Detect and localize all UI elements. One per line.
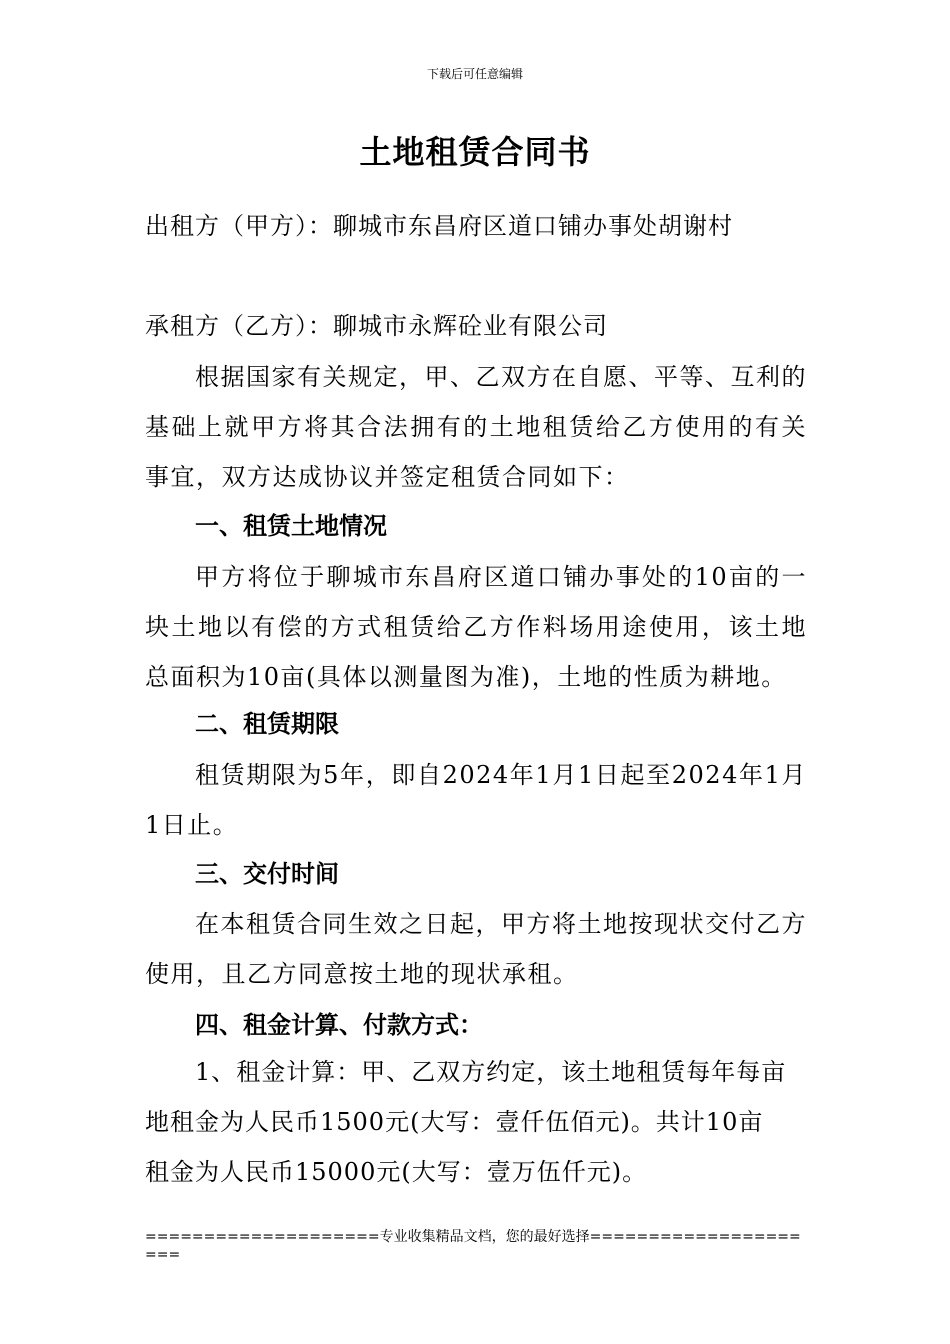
- section1-body: 甲方将位于聊城市东昌府区道口铺办事处的10亩的一块土地以有偿的方式租赁给乙方作料场用途使用，该土地总面积为10亩(具体以测量图为准)，土地的性质为耕地。: [145, 563, 807, 691]
- lessor-line: 出租方（甲方）：聊城市东昌府区道口铺办事处胡谢村: [145, 212, 733, 240]
- section1-heading: 一、租赁土地情况: [195, 512, 387, 540]
- section3-body: 在本租赁合同生效之日起，甲方将土地按现状交付乙方使用，且乙方同意按土地的现状承租。: [145, 910, 807, 988]
- section4-body-line3: 租金为人民币15000元(大写：壹万伍仟元)。: [145, 1158, 648, 1186]
- header-note: 下载后可任意编辑: [426, 67, 523, 81]
- section4-body-line2: 地租金为人民币1500元(大写：壹仟伍佰元)。共计10亩: [145, 1108, 764, 1136]
- footer-note: ====================专业收集精品文档，您的最好选择=====================: [145, 1229, 801, 1263]
- section2-heading: 二、租赁期限: [195, 710, 339, 738]
- section3-heading: 三、交付时间: [195, 860, 339, 888]
- section4-heading: 四、租金计算、付款方式：: [195, 1011, 483, 1039]
- intro-paragraph: 根据国家有关规定，甲、乙双方在自愿、平等、互利的基础上就甲方将其合法拥有的土地租赁给乙方使用的有关事宜，双方达成协议并签定租赁合同如下：: [145, 363, 807, 491]
- section4-body-line1: 1、租金计算：甲、乙双方约定，该土地租赁每年每亩: [195, 1058, 787, 1086]
- lessee-line: 承租方（乙方）：聊城市永辉砼业有限公司: [145, 312, 608, 340]
- document-title: 土地租赁合同书: [359, 133, 591, 171]
- section2-body: 租赁期限为5年，即自2024年1月1日起至2024年1月1日止。: [145, 761, 807, 839]
